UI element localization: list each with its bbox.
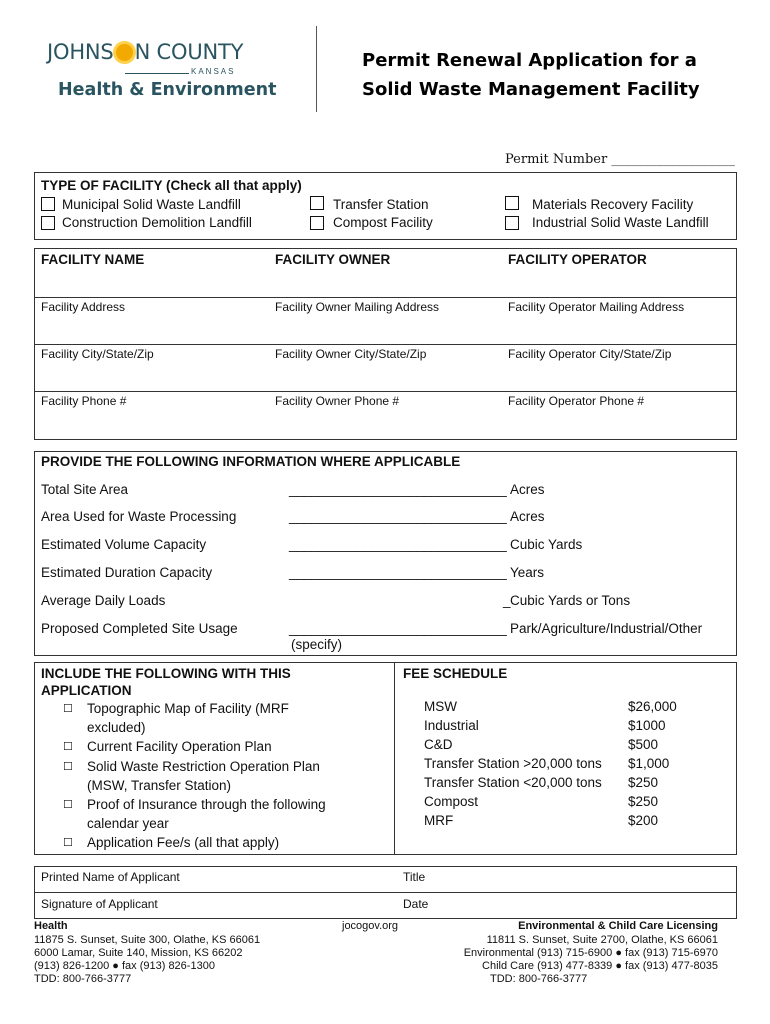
page-title-line2: Solid Waste Management Facility — [362, 79, 700, 100]
footer-health-address1: 11875 S. Sunset, Suite 300, Olathe, KS 66061 — [34, 934, 261, 946]
field-owner-city-state-zip[interactable]: Facility Owner City/State/Zip — [275, 347, 427, 361]
include-item-insurance: Proof of Insurance through the following — [87, 797, 326, 812]
fee-schedule-heading: FEE SCHEDULE — [403, 666, 508, 681]
field-operator-city-state-zip[interactable]: Facility Operator City/State/Zip — [508, 347, 672, 361]
bullet-square-icon: ☐ — [63, 799, 73, 811]
logo-johnson-county — [47, 40, 243, 64]
label-duration-capacity: Estimated Duration Capacity — [41, 565, 213, 580]
unit-total-site-area: Acres — [510, 482, 545, 497]
option-cd-landfill: Construction Demolition Landfill — [62, 215, 252, 230]
option-industrial-landfill: Industrial Solid Waste Landfill — [532, 215, 709, 230]
label-volume-capacity: Estimated Volume Capacity — [41, 537, 207, 552]
include-item-topographic-map-cont: excluded) — [87, 720, 146, 735]
logo-department: Health & Environment — [58, 80, 277, 100]
section-divider — [394, 662, 395, 855]
checkbox-icon[interactable] — [310, 216, 324, 230]
fee-amount-industrial: $1000 — [628, 718, 666, 733]
fee-name-msw: MSW — [424, 699, 457, 714]
table-divider — [34, 344, 737, 345]
field-owner-phone[interactable]: Facility Owner Phone # — [275, 394, 400, 408]
logo-text-part1: JOHNS — [47, 40, 114, 64]
footer-env-tdd: TDD: 800-766-3777 — [490, 973, 588, 985]
bullet-square-icon: ☐ — [63, 741, 73, 753]
page-title-line1: Permit Renewal Application for a — [362, 50, 697, 71]
logo-rule — [125, 73, 189, 74]
footer-health-phone: (913) 826-1200 ● fax (913) 826-1300 — [34, 960, 215, 972]
bullet-square-icon: ☐ — [63, 837, 73, 849]
field-date[interactable]: Date — [403, 897, 429, 911]
provide-info-heading: PROVIDE THE FOLLOWING INFORMATION WHERE APPLICABLE — [41, 454, 461, 469]
include-item-restriction-plan: Solid Waste Restriction Operation Plan — [87, 759, 320, 774]
footer-health-address2: 6000 Lamar, Suite 140, Mission, KS 66202 — [34, 947, 243, 959]
option-transfer-station: Transfer Station — [333, 197, 429, 212]
field-title[interactable]: Title — [403, 870, 426, 884]
permit-number-field[interactable]: Permit Number ___________________ — [505, 152, 735, 167]
fee-name-industrial: Industrial — [424, 718, 479, 733]
sunflower-logo-icon — [116, 44, 133, 61]
checkbox-icon[interactable] — [41, 197, 55, 211]
fee-amount-cd: $500 — [628, 737, 659, 752]
fee-name-transfer-small: Transfer Station <20,000 tons — [424, 775, 602, 790]
include-heading-line2: APPLICATION — [41, 683, 132, 698]
label-total-site-area: Total Site Area — [41, 482, 129, 497]
fee-amount-compost: $250 — [628, 794, 659, 809]
bullet-square-icon: ☐ — [63, 703, 73, 715]
fee-name-transfer-large: Transfer Station >20,000 tons — [424, 756, 602, 771]
fee-amount-transfer-small: $250 — [628, 775, 659, 790]
unit-volume-capacity: Cubic Yards — [510, 537, 583, 552]
unit-duration-capacity: Years — [510, 565, 545, 580]
logo-state: KANSAS — [191, 67, 236, 76]
input-area-waste-processing[interactable]: _____________________________ — [289, 509, 507, 524]
fee-amount-msw: $26,000 — [628, 699, 677, 714]
field-operator-phone[interactable]: Facility Operator Phone # — [508, 394, 645, 408]
facility-type-heading: TYPE OF FACILITY (Check all that apply) — [41, 178, 302, 193]
include-item-topographic-map: Topographic Map of Facility (MRF — [87, 701, 289, 716]
field-facility-phone[interactable]: Facility Phone # — [41, 394, 127, 408]
include-item-fees: Application Fee/s (all that apply) — [87, 835, 280, 850]
specify-note: (specify) — [291, 637, 343, 652]
checkbox-icon[interactable] — [41, 216, 55, 230]
checkbox-icon[interactable] — [310, 196, 324, 210]
logo-text-part2: N COUNTY — [134, 40, 244, 64]
unit-completed-site-usage: Park/Agriculture/Industrial/Other — [510, 621, 703, 636]
field-facility-city-state-zip[interactable]: Facility City/State/Zip — [41, 347, 154, 361]
input-duration-capacity[interactable]: _____________________________ — [289, 565, 507, 580]
header-facility-owner: FACILITY OWNER — [275, 252, 391, 267]
header-divider — [316, 26, 317, 112]
checkbox-icon[interactable] — [505, 216, 519, 230]
fee-name-cd: C&D — [424, 737, 453, 752]
fee-amount-transfer-large: $1,000 — [628, 756, 670, 771]
include-heading-line1: INCLUDE THE FOLLOWING WITH THIS — [41, 666, 291, 681]
include-item-restriction-plan-cont: (MSW, Transfer Station) — [87, 778, 232, 793]
signature-divider — [34, 892, 737, 893]
input-average-daily-loads[interactable]: _ — [503, 593, 511, 608]
field-facility-address[interactable]: Facility Address — [41, 300, 126, 314]
header-facility-operator: FACILITY OPERATOR — [508, 252, 647, 267]
unit-average-daily-loads: Cubic Yards or Tons — [510, 593, 631, 608]
footer-env-phone: Environmental (913) 715-6900 ● fax (913) 715-6970 — [463, 947, 718, 959]
label-average-daily-loads: Average Daily Loads — [41, 593, 166, 608]
option-compost-facility: Compost Facility — [333, 215, 433, 230]
footer-health-title: Health — [34, 920, 68, 932]
footer-env-address: 11811 S. Sunset, Suite 2700, Olathe, KS 66061 — [486, 934, 718, 946]
field-operator-mailing-address[interactable]: Facility Operator Mailing Address — [508, 300, 685, 314]
bullet-square-icon: ☐ — [63, 761, 73, 773]
input-total-site-area[interactable]: _____________________________ — [289, 482, 507, 497]
fee-name-compost: Compost — [424, 794, 479, 809]
include-item-operation-plan: Current Facility Operation Plan — [87, 739, 272, 754]
header-facility-name: FACILITY NAME — [41, 252, 145, 267]
include-item-insurance-cont: calendar year — [87, 816, 169, 831]
footer-website-link[interactable]: jocogov.org — [342, 920, 399, 932]
label-area-waste-processing: Area Used for Waste Processing — [41, 509, 237, 524]
field-signature[interactable]: Signature of Applicant — [41, 897, 158, 911]
option-mrf: Materials Recovery Facility — [532, 197, 694, 212]
footer-health-tdd: TDD: 800-766-3777 — [34, 973, 132, 985]
fee-name-mrf: MRF — [424, 813, 454, 828]
footer-childcare-phone: Child Care (913) 477-8339 ● fax (913) 477-8035 — [482, 960, 718, 972]
option-msw-landfill: Municipal Solid Waste Landfill — [62, 197, 241, 212]
table-divider — [34, 391, 737, 392]
footer-env-title: Environmental & Child Care Licensing — [518, 920, 718, 932]
label-completed-site-usage: Proposed Completed Site Usage — [41, 621, 238, 636]
field-printed-name[interactable]: Printed Name of Applicant — [41, 870, 180, 884]
checkbox-icon[interactable] — [505, 196, 519, 210]
input-completed-site-usage[interactable]: _____________________________ — [289, 621, 507, 636]
table-divider — [34, 297, 737, 298]
field-owner-mailing-address[interactable]: Facility Owner Mailing Address — [275, 300, 440, 314]
unit-area-waste-processing: Acres — [510, 509, 545, 524]
input-volume-capacity[interactable]: _____________________________ — [289, 537, 507, 552]
fee-amount-mrf: $200 — [628, 813, 659, 828]
